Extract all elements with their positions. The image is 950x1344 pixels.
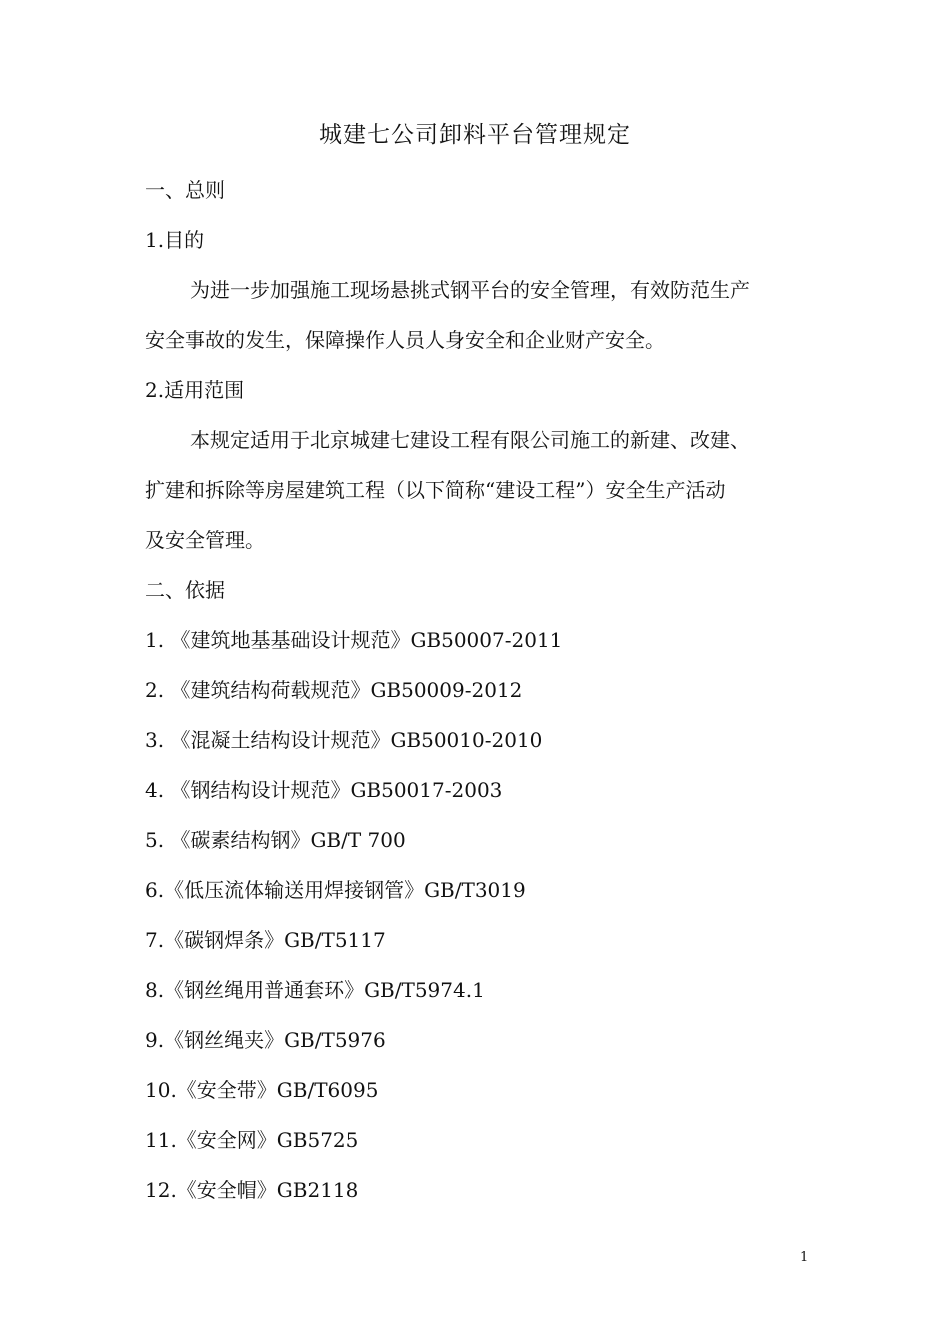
- subsection-heading-scope: 2.适用范围: [145, 378, 245, 402]
- basis-item: 4. 《钢结构设计规范》GB50017-2003: [145, 778, 503, 802]
- subsection-heading-purpose: 1.目的: [145, 228, 205, 252]
- section-heading-basis: 二、依据: [145, 578, 225, 602]
- basis-item: 6.《低压流体输送用焊接钢管》GB/T3019: [145, 878, 526, 902]
- scope-paragraph-line-3: 及安全管理。: [145, 528, 265, 552]
- purpose-paragraph-line-1: 为进一步加强施工现场悬挑式钢平台的安全管理，有效防范生产: [190, 278, 750, 302]
- basis-item: 9.《钢丝绳夹》GB/T5976: [145, 1028, 386, 1052]
- basis-item: 8.《钢丝绳用普通套环》GB/T5974.1: [145, 978, 485, 1002]
- basis-item: 1. 《建筑地基基础设计规范》GB50007-2011: [145, 628, 563, 652]
- page-number: 1: [800, 1250, 809, 1265]
- document-title: 城建七公司卸料平台管理规定: [319, 122, 631, 148]
- basis-item: 10.《安全带》GB/T6095: [145, 1078, 379, 1102]
- basis-item: 11.《安全网》GB5725: [145, 1128, 359, 1152]
- basis-item: 12.《安全帽》GB2118: [145, 1178, 359, 1202]
- basis-item: 5. 《碳素结构钢》GB/T 700: [145, 828, 406, 852]
- scope-paragraph-line-2: 扩建和拆除等房屋建筑工程（以下简称“建设工程”）安全生产活动: [145, 478, 726, 502]
- section-heading-general: 一、总则: [145, 178, 225, 202]
- purpose-paragraph-line-2: 安全事故的发生，保障操作人员人身安全和企业财产安全。: [145, 328, 665, 352]
- basis-item: 3. 《混凝土结构设计规范》GB50010-2010: [145, 728, 543, 752]
- basis-item: 7.《碳钢焊条》GB/T5117: [145, 928, 386, 952]
- basis-item: 2. 《建筑结构荷载规范》GB50009-2012: [145, 678, 523, 702]
- scope-paragraph-line-1: 本规定适用于北京城建七建设工程有限公司施工的新建、改建、: [190, 428, 750, 452]
